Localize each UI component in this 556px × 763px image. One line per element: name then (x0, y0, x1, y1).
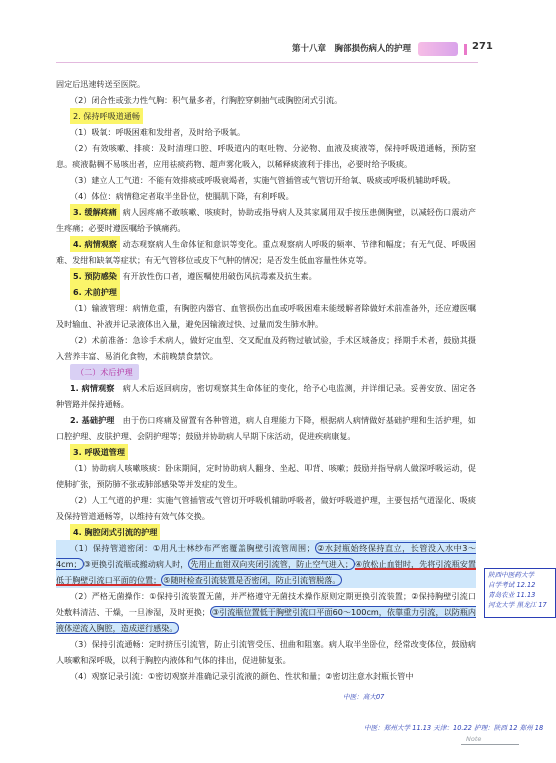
handwritten-note: 河北大学 黑龙江 17 (488, 601, 547, 609)
subheading: 1. 病情观察 (70, 383, 115, 393)
chapter-title: 第十八章 胸部损伤病人的护理 (292, 44, 412, 54)
text-line: 病人因疼痛不敢咳嗽、咳痰时，协助或指导病人及其家属用双手按压患侧胸壁，以减轻伤口震动产生疼痛；必要时遵医嘱给予镇痛药。 (56, 207, 476, 233)
text-line: 固定后迅速转送至医院。 (56, 79, 146, 89)
circled-text: ③引流瓶位置低于胸壁引流口平面60～100cm，依靠重力引流，以防瓶内液体逆流入胸腔，造成逆行感染。 (56, 607, 476, 633)
subheading: 6. 术前护理 (70, 284, 120, 300)
text-line: 有开放性伤口者，遵医嘱使用破伤风抗毒素及抗生素。 (122, 271, 317, 281)
text-line: （2）闭合性或张力性气胸：积气量多者，行胸腔穿刺抽气或胸腔闭式引流。 (70, 95, 343, 105)
text-line: 动态观察病人生命体征和意识等变化。重点观察病人呼吸的频率、节律和幅度；有无气促、呼吸困难、发绀和缺氧等症状；有无气管移位或皮下气肿的情况；是否发生低血容量性休克等。 (56, 239, 476, 265)
text-line: （2）人工气道的护理：实施气管插管或气管切开呼吸机辅助呼吸者，做好呼吸道护理，主要包括气道湿化、吸痰及保持管道通畅等，以维持有效气体交换。 (56, 495, 476, 521)
handwritten-note: 中医：郑州大学 11.13 天津：10.22 护理：陕西 12 郑州 18 (364, 724, 544, 732)
header-divider (464, 44, 467, 55)
text-span: ③更换引流瓶或搬动病人时， (83, 559, 189, 569)
text-line: （3）保持引流通畅：定时挤压引流管，防止引流管受压、扭曲和阻塞。病人取半坐卧位，经常改变体位，鼓励病人咳嗽和深呼吸，以利于胸腔内液体和气体的排出，促进肺复张。 (56, 639, 476, 665)
page-body (56, 76, 476, 684)
handwritten-note: 青岛农业 11.13 (488, 591, 536, 599)
page-number: 271 (472, 41, 493, 52)
underlined-text: ④放松止血钳时，先将引流瓶安置低于胸壁引流口平面的位置； (56, 559, 476, 585)
subheading: 2. 保持呼吸道通畅 (70, 108, 143, 124)
circled-text: 先用止血钳双向夹闭引流管，防止空气进入； (190, 559, 353, 569)
subheading: 4. 胸腔闭式引流的护理 (70, 524, 160, 540)
text-line: （4）体位：病情稳定者取半坐卧位，使膈肌下降，有利呼吸。 (70, 191, 294, 201)
subheading: 4. 病情观察 (70, 236, 120, 252)
text-line: （4）观察记录引流：①密切观察并准确记录引流液的颜色、性状和量；②密切注意水封瓶长管中 (70, 671, 414, 681)
text-line: （1）协助病人咳嗽咳痰：卧床期间，定时协助病人翻身、坐起、叩背、咳嗽；鼓励并指导病人做深呼吸运动，促使肺扩张，预防肺不张或肺部感染等并发症的发生。 (56, 463, 476, 489)
header-rule (56, 62, 478, 63)
circled-text: ⑤随时检查引流装置是否密闭，防止引流管脱落。 (163, 575, 341, 585)
text-span: （2）严格无菌操作：①保持引流装置无菌，并严格遵守无菌技术操作原则定期更换引流装置；②保持胸壁引流口处敷料清洁、干燥，一旦渗湿，及时更换； (56, 591, 476, 617)
handwritten-note: 自学考试 12.12 (488, 581, 536, 589)
text-line: （3）建立人工气道：不能有效排痰或呼吸衰竭者，实施气管插管或气管切开给氧、吸痰或呼吸机辅助呼吸。 (70, 175, 456, 185)
text-line: 由于伤口疼痛及留置有各种管道，病人自理能力下降，根据病人病情做好基础护理和生活护理，如口腔护理、皮肤护理、会阴护理等；鼓励并协助病人早期下床活动，促进疾病康复。 (56, 415, 476, 441)
subheading: 5. 预防感染 (70, 268, 120, 284)
highlighted-paragraph (56, 540, 476, 588)
text-line: （2）有效咳嗽、排痰：及时清理口腔、呼吸道内的呕吐物、分泌物、血液及痰液等，保持呼吸道通畅，预防窒息。痰液黏稠不易咳出者，应用祛痰药物、超声雾化吸入，以稀释痰液利于排出，必要时给予吸痰。 (56, 143, 476, 169)
text-line: （1）吸氧：呼吸困难和发绀者，及时给予吸氧。 (70, 127, 246, 137)
text-line: 病人术后返回病房，密切观察其生命体征的变化，给予心电监测，并详细记录。妥善安放、固定各种管路并保持通畅。 (56, 383, 476, 409)
circled-text: ②水封瓶始终保持直立，长管没入水中3～4cm； (56, 543, 476, 569)
note-label: Note (466, 735, 482, 743)
subheading: 2. 基础护理 (70, 415, 115, 425)
highlighted-paragraph (56, 588, 476, 636)
handwritten-note: 中医：高大07 (343, 693, 385, 701)
page-header (0, 38, 540, 68)
subheading: 3. 呼吸道管理 (70, 444, 128, 460)
text-line: （1）输液管理：病情危重，有胸腔内器官、血管损伤出血或呼吸困难未能缓解者除做好术前准备外，还应遵医嘱及时输血、补液并记录液体出入量，避免因输液过快、过量而发生肺水肿。 (56, 303, 476, 329)
text-span: （1）保持管道密闭：①用凡士林纱布严密覆盖胸壁引流管周围； (70, 543, 315, 553)
note-rule (461, 744, 519, 745)
section-heading: （二）术后护理 (70, 364, 139, 380)
handwritten-note: 陕西中医药大学 (488, 571, 535, 579)
text-line: （2）术前准备：急诊手术病人，做好定血型、交叉配血及药物过敏试验，手术区域备皮；择期手术者，鼓励其摄入营养丰富、易消化食物，术前晚禁食禁饮。 (56, 335, 476, 361)
header-decor-bar (418, 42, 458, 56)
subheading: 3. 缓解疼痛 (70, 204, 120, 220)
